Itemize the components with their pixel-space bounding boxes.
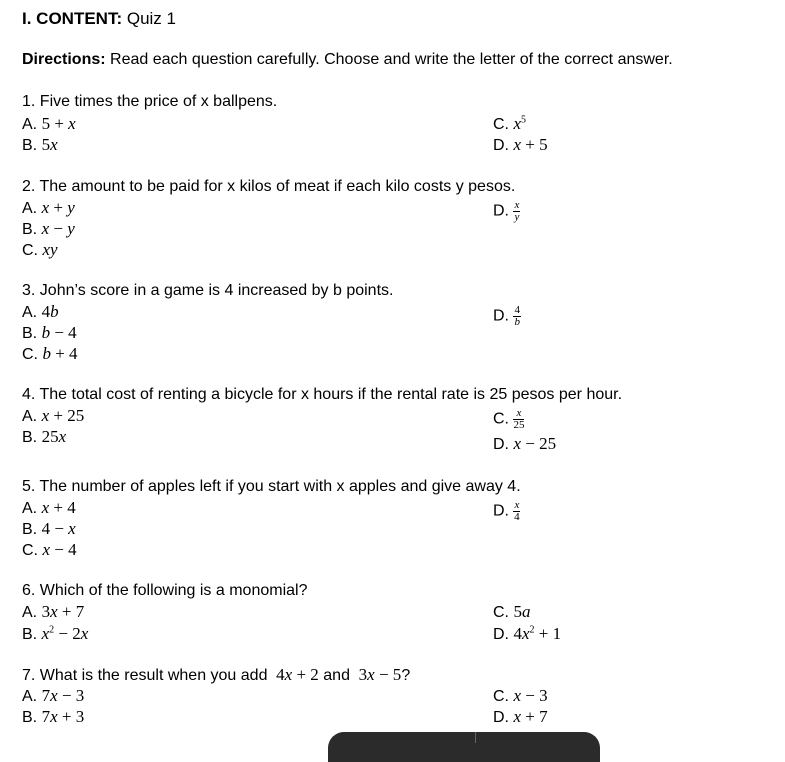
q4-option-c: C. $\frac{x}{25}$ [493,407,525,431]
q4-option-a: A. x + 25 [22,406,85,425]
q6-option-b: B. $x^2 - 2x$ [22,624,89,643]
q2-option-d: D. $\frac{x}{y}$ [493,199,520,223]
q4-option-d: D. x − 25 [493,434,557,453]
floating-toolbar[interactable] [328,732,600,762]
q3-option-b: B. b − 4 [22,323,77,342]
q1-option-a: A. 5 + x [22,114,76,133]
question-4-stem: 4. The total cost of renting a bicycle for x hours if the rental rate is 25 pesos per hour. [22,386,623,403]
question-5-stem: 5. The number of apples left if you start with x apples and give away 4. [22,478,521,495]
quiz-title: Quiz 1 [126,9,176,28]
question-7-stem: 7. What is the result when you add 4x + 2 and 3x − 5? [22,665,411,684]
q5-option-b: B. 4 − x [22,519,76,538]
q7-option-a: A. 7x − 3 [22,686,85,705]
q6-option-c: C. 5a [493,602,531,621]
q3-option-c: C. b + 4 [22,344,78,363]
q7-option-c: C. x − 3 [493,686,548,705]
q5-option-a: A. x + 4 [22,498,76,517]
q1-option-d: D. x + 5 [493,135,548,154]
q5-option-d: D. $\frac{x}{4}$ [493,499,520,523]
q1-option-c: C. $x^5$ [493,114,526,133]
q5-option-c: C. x − 4 [22,540,77,559]
q7-option-b: B. 7x + 3 [22,707,85,726]
question-6-stem: 6. Which of the following is a monomial? [22,582,308,599]
q4-option-b: B. 25x [22,427,67,446]
q6-option-a: A. 3x + 7 [22,602,85,621]
q2-option-a: A. x + y [22,198,75,217]
q2-option-b: B. x − y [22,219,75,238]
q2-option-c: C. xy [22,240,58,259]
q3-option-d: D. $\frac{4}{b}$ [493,304,520,328]
q1-option-b: B. 5x [22,135,58,154]
q7-option-d: D. x + 7 [493,707,548,726]
directions-text: Read each question carefully. Choose and write the letter of the correct answer. [110,51,673,68]
page-title [22,9,176,29]
q6-option-d: D. $4x^2 + 1$ [493,624,562,643]
question-1-stem: 1. Five times the price of x ballpens. [22,93,278,110]
question-3-stem: 3. John’s score in a game is 4 increased by b points. [22,282,394,299]
q3-option-a: A. 4b [22,302,59,321]
directions-label: Directions: [22,51,106,68]
question-2-stem: 2. The amount to be paid for x kilos of meat if each kilo costs y pesos. [22,178,516,195]
directions [22,50,673,70]
toolbar-divider [475,732,476,743]
section-label: I. CONTENT: [22,9,123,28]
